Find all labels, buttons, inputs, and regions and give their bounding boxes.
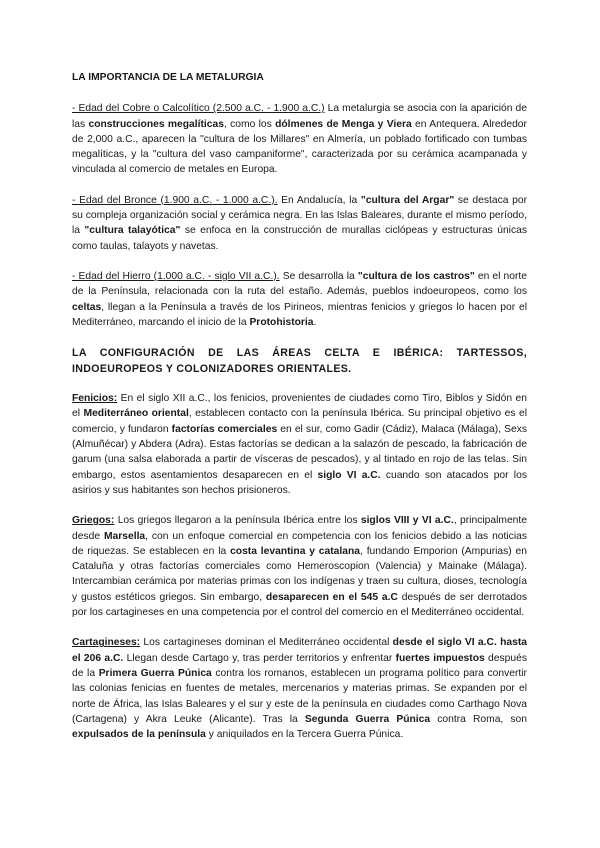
document-page	[72, 70, 527, 757]
bold-text: costa levantina y catalana	[230, 545, 361, 557]
bold-text: construcciones megalíticas	[88, 118, 224, 130]
text: , como los	[223, 118, 276, 130]
text: contra Roma, son	[430, 713, 527, 725]
text: en el sur, como Gadir (Cádiz), Malaca (Málaga), Sexs (Almuñécar) y Abdera (Adra). Estas factorías se dedican a la salazón de pescado, la fabricación de garum (una salsa elaborada a partir de vísceras de pescados), y al tintado en rojo de las telas. Sin embargo, estos asentamientos desaparecen en el	[72, 423, 527, 481]
text: , principalmente desde	[72, 515, 527, 542]
bold-text: expulsados de la península	[72, 729, 206, 741]
text: cuando son atacados por los asirios y sus habitantes son hechos prisioneros.	[72, 469, 527, 496]
text: en Antequera. Alrededor de 2,000 a.C., aparecen la "cultura de los Millares" en Almería, un poblado fortificado con tumbas megalíticas, y la "cultura del vaso campaniforme", caracterizada por su cerámica acampanada y vinculada al comercio de metales en Europa.	[72, 118, 527, 176]
text: .	[313, 316, 317, 328]
text: Los cartagineses dominan el Mediterráneo occidental	[140, 637, 393, 649]
page-title: LA IMPORTANCIA DE LA METALURGIA	[72, 72, 264, 83]
paragraph-griegos	[72, 513, 527, 620]
bold-text: factorías comerciales	[171, 423, 278, 435]
text: En Andalucía, la	[277, 194, 361, 206]
bold-text: Marsella	[103, 530, 146, 542]
section-label-bronce: - Edad del Bronce (1.900 a.C. - 1.000 a.C.).	[72, 194, 278, 206]
text: después de la	[72, 652, 527, 679]
bold-text: desde el siglo VI a.C. hasta el 206 a.C.	[72, 637, 527, 664]
text: En el siglo XII a.C., los fenicios, provenientes de ciudades como Tiro, Biblos y Sidón en el	[72, 393, 527, 420]
bold-text: "cultura de los castros"	[357, 270, 475, 282]
text: , con un enfoque comercial en competencia con los fenicios debido a las noticias de riquezas. Se establecen en la	[72, 530, 527, 557]
section-label-griegos: Griegos:	[72, 515, 115, 527]
section-label-cobre: - Edad del Cobre o Calcolítico (2.500 a.C. - 1.900 a.C.)	[72, 103, 325, 115]
section-label-hierro: - Edad del Hierro (1.000 a.C. - siglo VII a.C.).	[72, 270, 280, 282]
bold-text: Protohistoria	[249, 316, 314, 328]
bold-text: siglos VIII y VI a.C.	[360, 515, 454, 527]
paragraph-bronce	[72, 193, 527, 254]
section-label-fenicios: Fenicios:	[72, 393, 118, 405]
paragraph-fenicios	[72, 391, 527, 498]
paragraph-hierro	[72, 269, 527, 330]
bold-text: fuertes impuestos	[395, 652, 485, 664]
bold-text: Segunda Guerra Púnica	[304, 713, 431, 725]
text: se enfoca en la construcción de murallas ciclópeas y estructuras únicas como taulas, talayots y navetas.	[72, 225, 527, 252]
section-label-cartagineses: Cartagineses:	[72, 637, 141, 649]
text: contra los romanos, establecen un programa político para convertir las colonias fenicias en fuentes de metales, mercenarios y materias primas. Se expanden por el norte de África, las Islas Baleares y el sur y este de la península en ciudades como Carthago Nova (Cartagena) y Akra Leuke (Alicante). Tras la	[72, 667, 527, 725]
bold-text: dólmenes de Menga y Viera	[275, 118, 412, 130]
text: La metalurgia se asocia con la aparición de las	[72, 103, 527, 130]
bold-text: celtas	[72, 301, 102, 313]
section-heading: LA CONFIGURACIÓN DE LAS ÁREAS CELTA E IBÉRICA: TARTESSOS, INDOEUROPEOS Y COLONIZADORES ORIENTALES.	[72, 347, 527, 376]
text: en el norte de la Península, relacionada con la ruta del estaño. Además, pueblos indoeuropeos, como los	[72, 270, 528, 298]
text: se destaca por su compleja organización social y cerámica negra. En las Islas Baleares, durante el mismo período, la	[72, 194, 527, 237]
text: Llegan desde Cartago y, tras perder territorios y enfrentar	[123, 652, 396, 664]
text: Los griegos llegaron a la península Ibérica entre los	[114, 515, 361, 527]
text: , fundando Emporion (Ampurias) en Cataluña y otras factorías comerciales como Hemeroscopion (Valencia) y Mainake (Málaga). Intercambian cerámica por materias primas con los indígenas y traen su cultura, dioses, tecnología y gustos estéticos griegos. Sin embargo,	[72, 545, 527, 603]
bold-text: "cultura talayótica"	[84, 225, 181, 237]
paragraph-cobre	[72, 101, 527, 177]
text: Se desarrolla la	[279, 270, 358, 282]
text: , establecen contacto con la península Ibérica. Su principal objetivo es el comercio, y fundaron	[72, 408, 527, 435]
bold-text: siglo VI a.C.	[317, 469, 381, 481]
bold-text: Mediterráneo oriental	[83, 408, 189, 420]
paragraph-cartagineses	[72, 635, 527, 742]
bold-text: desaparecen en el 545 a.C	[265, 591, 398, 603]
bold-text: Primera Guerra Púnica	[98, 667, 212, 679]
bold-text: "cultura del Argar"	[360, 194, 455, 206]
text: , llegan a la Península a través de los Pirineos, mientras fenicios y griegos lo hacen por el Mediterráneo, marcando el inicio de la	[72, 301, 527, 328]
text: y aniquilados en la Tercera Guerra Púnica.	[205, 729, 404, 741]
text: después de ser derrotados por los cartagineses en una competencia por el control del comercio en el Mediterráneo occidental.	[72, 591, 527, 619]
